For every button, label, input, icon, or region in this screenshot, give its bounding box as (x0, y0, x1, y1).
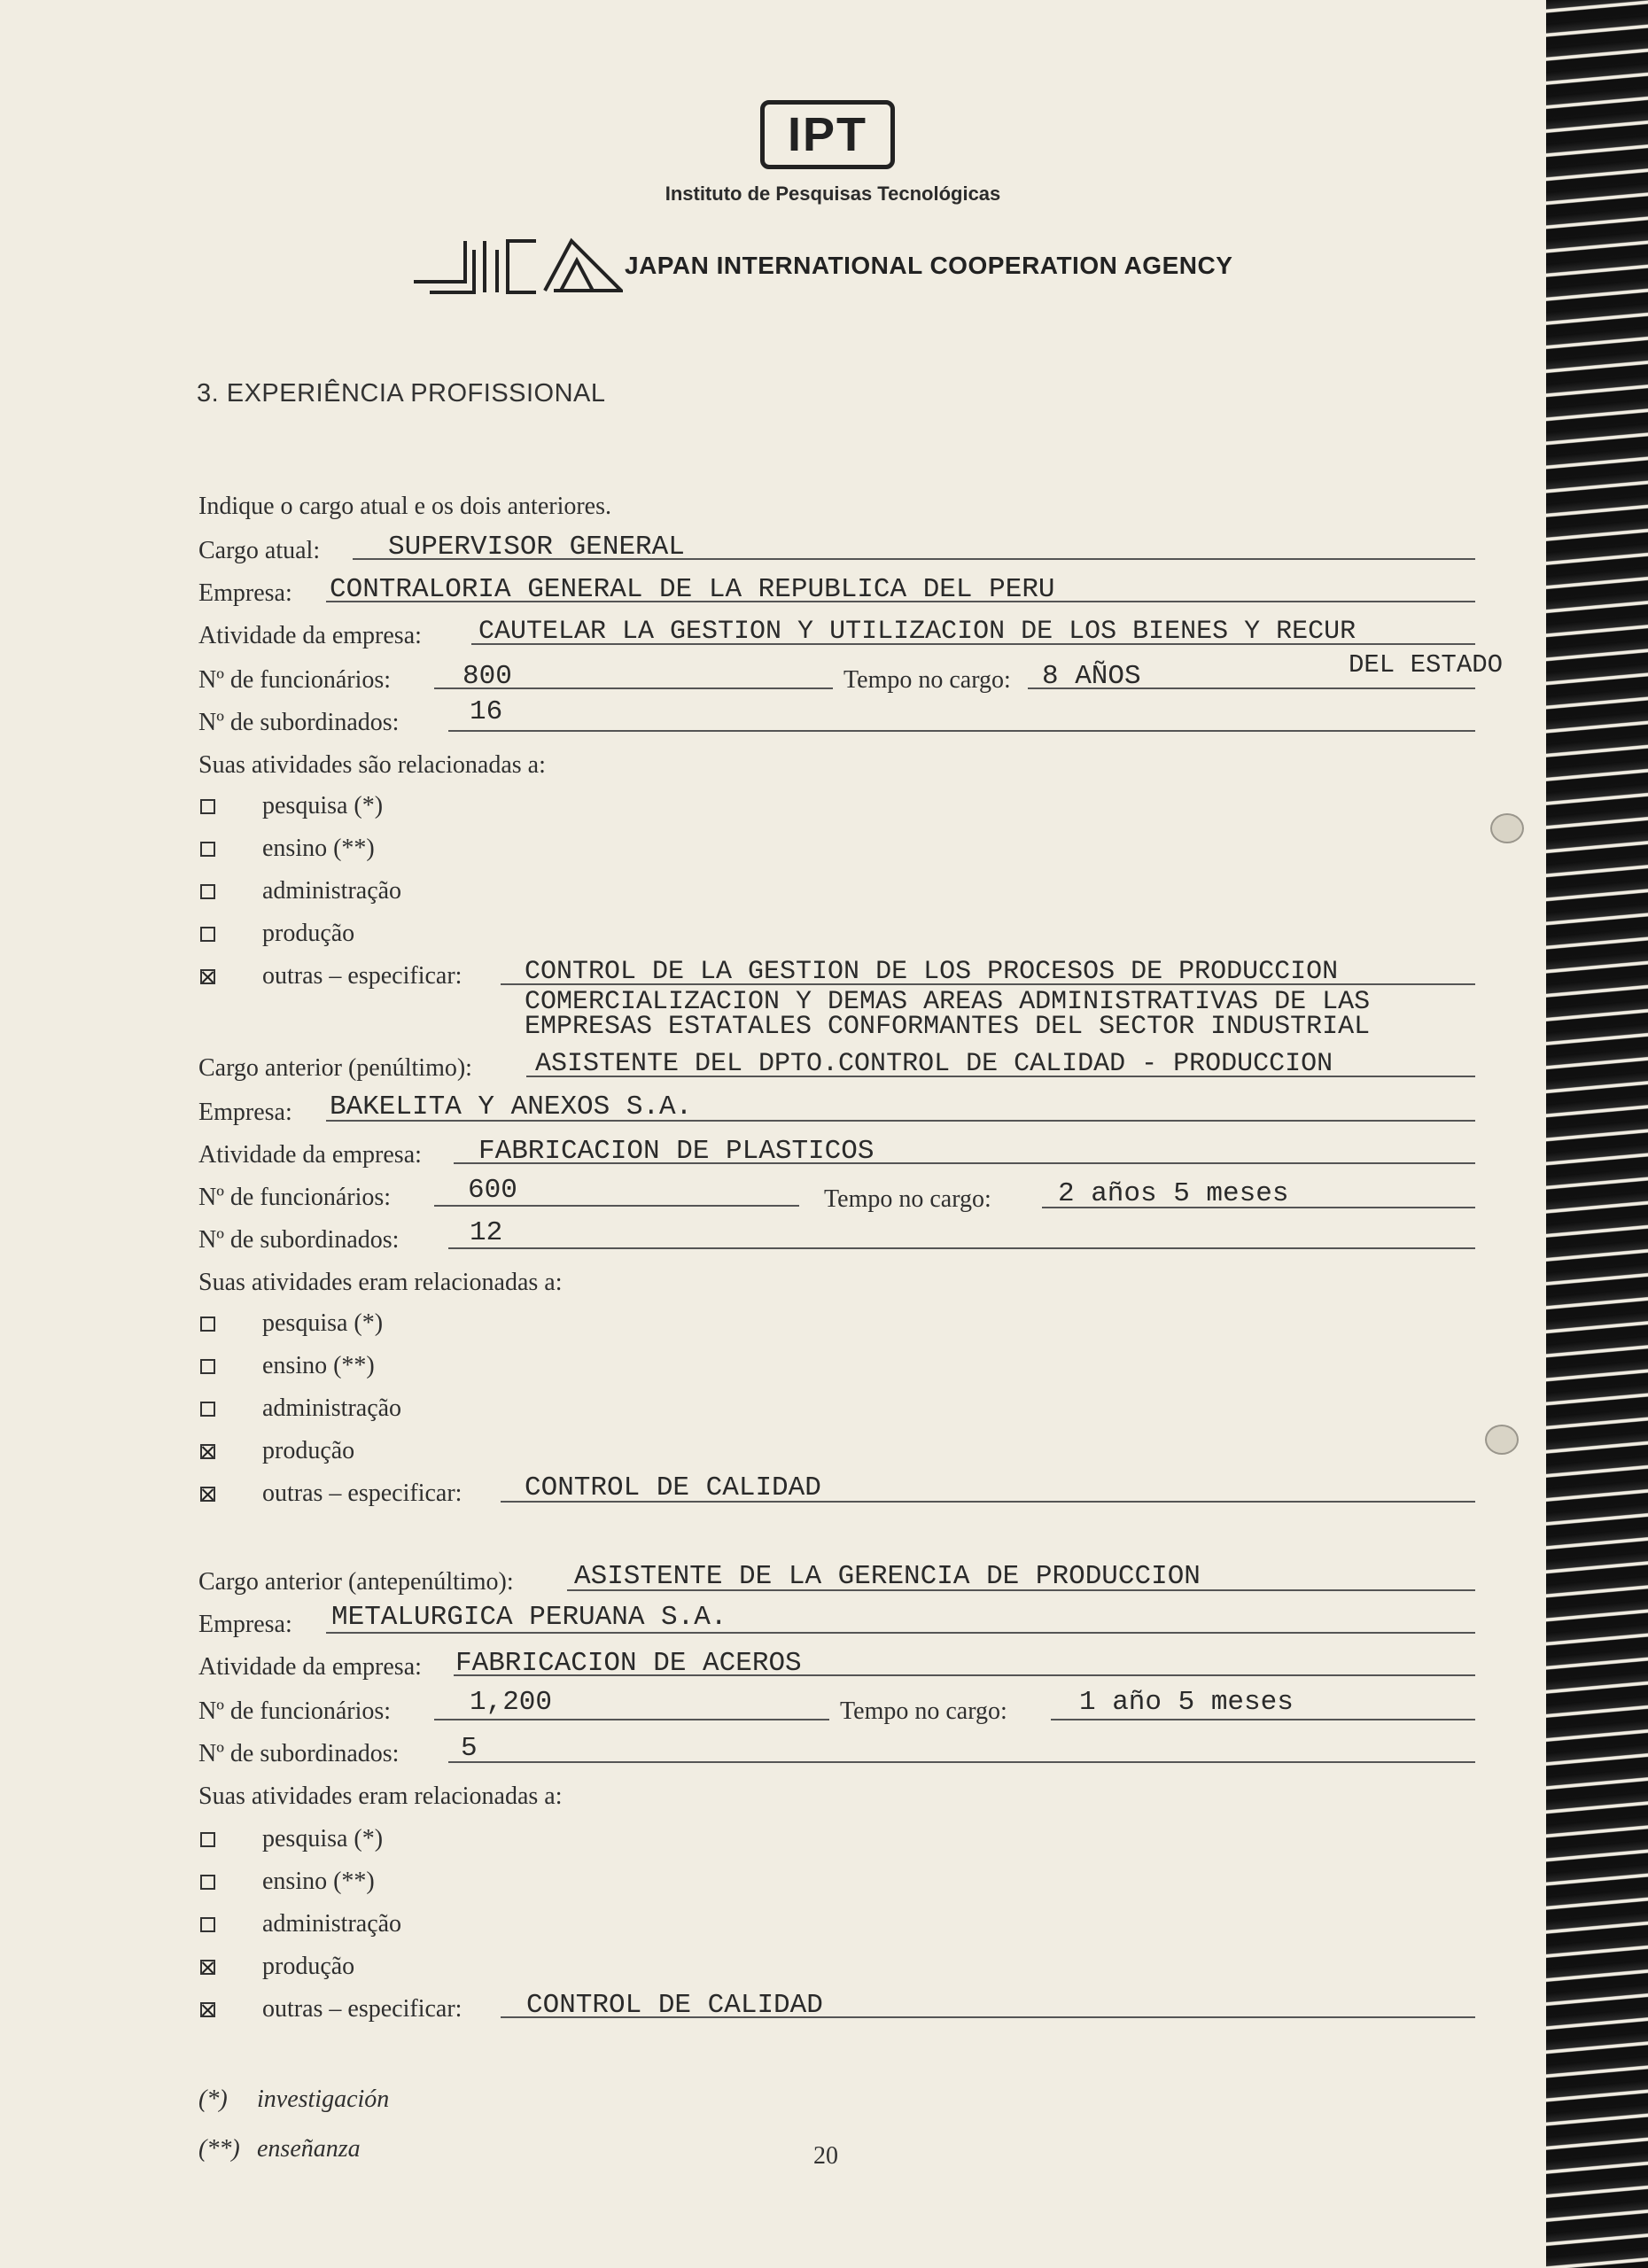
previous-funcionarios: 600 (468, 1175, 517, 1206)
underline (448, 1761, 1475, 1763)
underline (448, 1247, 1475, 1249)
previous-subordinados: 12 (470, 1217, 503, 1248)
label-atividades-sao: Suas atividades são relacionadas a: (198, 751, 546, 779)
label-cargo-antepenultimo: Cargo anterior (antepenúltimo): (198, 1568, 514, 1596)
current-cargo: SUPERVISOR GENERAL (388, 532, 685, 563)
before-previous-outras: CONTROL DE CALIDAD (526, 1990, 823, 2021)
label-ensino: ensino (**) (262, 1868, 375, 1895)
label-tempo: Tempo no cargo: (840, 1697, 1007, 1725)
before-previous-cargo: ASISTENTE DE LA GERENCIA DE PRODUCCION (574, 1561, 1201, 1592)
label-administracao: administração (262, 1910, 402, 1938)
label-subordinados: Nº de subordinados: (198, 1740, 400, 1767)
label-outras: outras – especificar: (262, 962, 463, 990)
label-empresa: Empresa: (198, 579, 292, 607)
label-producao: produção (262, 1437, 355, 1464)
checkbox-outras[interactable] (200, 1487, 215, 1502)
label-atividade: Atividade da empresa: (198, 1653, 422, 1681)
punch-hole (1485, 1425, 1519, 1455)
label-atividades-eram: Suas atividades eram relacionadas a: (198, 1783, 563, 1810)
label-outras: outras – especificar: (262, 1995, 463, 2023)
footnote-mark-1: (*) (198, 2085, 228, 2113)
previous-atividade: FABRICACION DE PLASTICOS (478, 1136, 875, 1167)
label-tempo: Tempo no cargo: (824, 1185, 991, 1213)
underline (448, 730, 1475, 732)
current-outras-line3: EMPRESAS ESTATALES CONFORMANTES DEL SECTOR INDUSTRIAL (525, 1012, 1371, 1042)
spiral-binding (1546, 0, 1648, 2268)
label-cargo-penultimo: Cargo anterior (penúltimo): (198, 1054, 472, 1082)
label-empresa: Empresa: (198, 1611, 292, 1638)
checkbox-producao[interactable] (200, 1960, 215, 1975)
label-outras: outras – especificar: (262, 1480, 463, 1507)
label-funcionarios: Nº de funcionários: (198, 1697, 392, 1725)
checkbox-ensino[interactable] (200, 1359, 215, 1374)
intro-text: Indique o cargo atual e os dois anteriores. (198, 493, 612, 520)
current-atividade-line2: DEL ESTADO (1349, 650, 1504, 680)
previous-cargo: ASISTENTE DEL DPTO.CONTROL DE CALIDAD - PRODUCCION (535, 1049, 1333, 1079)
before-previous-atividade: FABRICACION DE ACEROS (455, 1648, 802, 1679)
before-previous-funcionarios: 1,200 (470, 1687, 553, 1718)
label-empresa: Empresa: (198, 1099, 292, 1126)
checkbox-pesquisa[interactable] (200, 1832, 215, 1847)
label-atividade: Atividade da empresa: (198, 1141, 422, 1169)
ipt-logo: IPT (760, 100, 895, 169)
current-outras-line2: COMERCIALIZACION Y DEMAS AREAS ADMINISTRATIVAS DE LAS (525, 987, 1371, 1017)
label-producao: produção (262, 920, 355, 947)
previous-empresa: BAKELITA Y ANEXOS S.A. (330, 1091, 693, 1122)
previous-outras: CONTROL DE CALIDAD (525, 1472, 821, 1503)
footnote-text-1: investigación (257, 2085, 390, 2113)
label-funcionarios: Nº de funcionários: (198, 1184, 392, 1211)
checkbox-pesquisa[interactable] (200, 799, 215, 814)
footnote-mark-2: (**) (198, 2135, 240, 2163)
label-pesquisa: pesquisa (*) (262, 1825, 384, 1852)
current-atividade-line1: CAUTELAR LA GESTION Y UTILIZACION DE LOS BIENES Y RECUR (478, 617, 1356, 647)
label-tempo: Tempo no cargo: (843, 666, 1011, 694)
label-ensino: ensino (**) (262, 835, 375, 862)
checkbox-outras[interactable] (200, 969, 215, 984)
checkbox-administracao[interactable] (200, 1402, 215, 1417)
checkbox-ensino[interactable] (200, 842, 215, 857)
footnote-text-2: enseñanza (257, 2135, 361, 2163)
institute-name: Instituto de Pesquisas Tecnológicas (665, 183, 1001, 205)
label-atividade: Atividade da empresa: (198, 622, 422, 649)
label-producao: produção (262, 1953, 355, 1980)
agency-name: JAPAN INTERNATIONAL COOPERATION AGENCY (625, 252, 1233, 279)
checkbox-outras[interactable] (200, 2002, 215, 2017)
underline (434, 1719, 829, 1720)
label-atividades-eram: Suas atividades eram relacionadas a: (198, 1269, 563, 1296)
current-empresa: CONTRALORIA GENERAL DE LA REPUBLICA DEL PERU (330, 574, 1055, 605)
jica-logo (412, 237, 623, 296)
checkbox-administracao[interactable] (200, 1917, 215, 1932)
current-subordinados: 16 (470, 696, 503, 727)
checkbox-ensino[interactable] (200, 1875, 215, 1890)
label-administracao: administração (262, 877, 402, 905)
checkbox-producao[interactable] (200, 927, 215, 942)
label-subordinados: Nº de subordinados: (198, 1226, 400, 1254)
previous-tempo: 2 años 5 meses (1058, 1178, 1289, 1209)
checkbox-producao[interactable] (200, 1444, 215, 1459)
checkbox-pesquisa[interactable] (200, 1317, 215, 1332)
label-funcionarios: Nº de funcionários: (198, 666, 392, 694)
label-ensino: ensino (**) (262, 1352, 375, 1379)
current-outras-line1: CONTROL DE LA GESTION DE LOS PROCESOS DE PRODUCCION (525, 957, 1339, 987)
page-number: 20 (813, 2142, 838, 2170)
punch-hole (1490, 813, 1524, 843)
label-pesquisa: pesquisa (*) (262, 1309, 384, 1337)
current-tempo: 8 AÑOS (1042, 661, 1141, 692)
before-previous-subordinados: 5 (461, 1733, 478, 1764)
label-cargo-atual: Cargo atual: (198, 537, 321, 564)
label-subordinados: Nº de subordinados: (198, 709, 400, 736)
before-previous-empresa: METALURGICA PERUANA S.A. (331, 1602, 727, 1633)
label-administracao: administração (262, 1394, 402, 1422)
label-pesquisa: pesquisa (*) (262, 792, 384, 819)
before-previous-tempo: 1 año 5 meses (1079, 1687, 1294, 1718)
checkbox-administracao[interactable] (200, 884, 215, 899)
underline (1051, 1719, 1475, 1720)
current-funcionarios: 800 (463, 661, 512, 692)
section-title: 3. EXPERIÊNCIA PROFISSIONAL (197, 379, 606, 408)
